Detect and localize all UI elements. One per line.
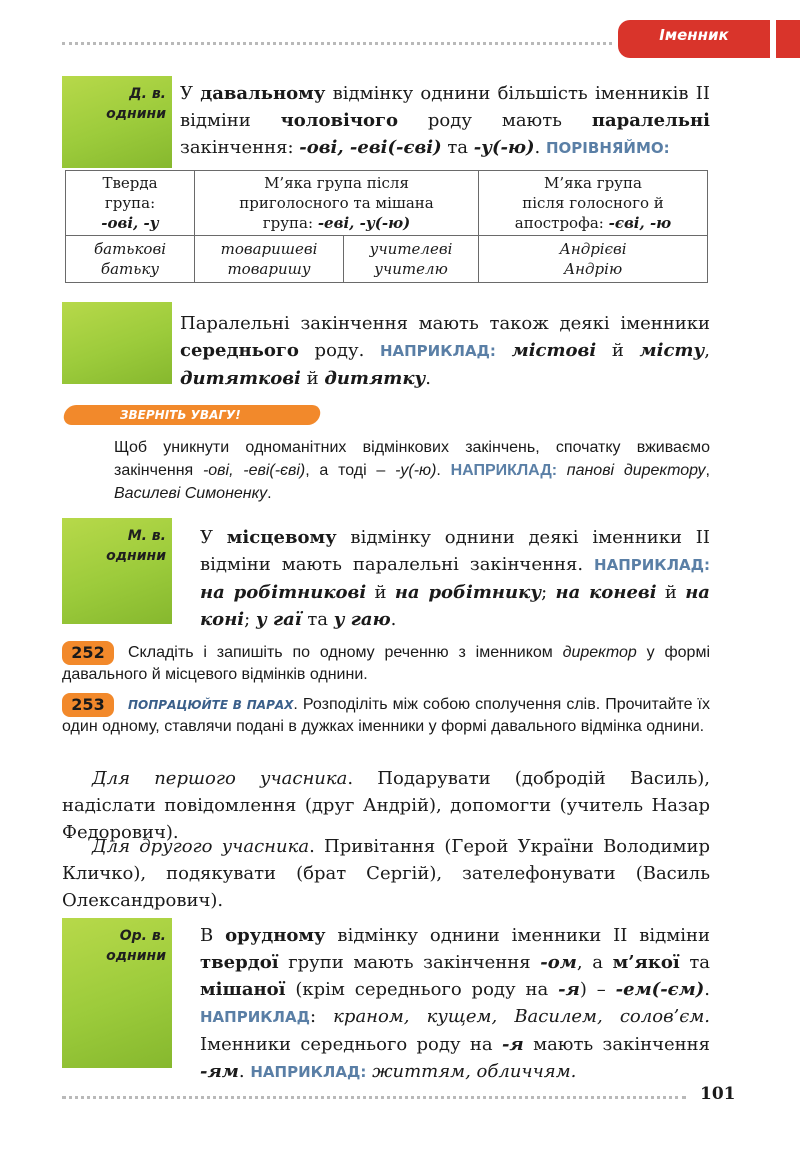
locative-label: М. в. однини <box>106 528 166 564</box>
note-banner-label: ЗВЕРНІТЬ УВАГУ! <box>120 408 241 422</box>
instrumental-label: Ор. в. однини <box>106 928 166 964</box>
footer-dotted-rule <box>62 1096 686 1099</box>
dative-label: Д. в. однини <box>106 86 166 122</box>
page-number: 101 <box>700 1084 736 1104</box>
exercise-252-number: 252 <box>62 641 114 665</box>
exercise-253-text: ПОПРАЦЮЙТЕ В ПАРАХ. Розподіліть між собою сполучення слів. Прочитайте їх один одному, ставлячи подані в дужках іменники у формі давального відмінка однини. <box>62 696 710 735</box>
pair-work-tag: ПОПРАЦЮЙТЕ В ПАРАХ <box>128 698 294 712</box>
locative-label-box <box>62 518 172 624</box>
exercise-252-text: Складіть і запишіть по одному реченню з іменником директор у формі давального й місцевого відмінків однини. <box>62 644 710 683</box>
table-header-soft-mixed: М’яка група після приголосного та мішана група: -еві, -у(-ю) <box>195 171 479 236</box>
table-cell: учителеві учителю <box>344 236 479 283</box>
header-dotted-rule <box>62 42 612 45</box>
instrumental-label-box <box>62 918 172 1068</box>
table-cell: батькові батьку <box>66 236 195 283</box>
table-cell: товаришеві товаришу <box>195 236 344 283</box>
table-cell: Андрієві Андрію <box>479 236 708 283</box>
table-header-vowel: М’яка група після голосного й апострофа: -єві, -ю <box>479 171 708 236</box>
endings-table <box>65 170 708 283</box>
exercise-253-part1: Для першого учасника. Подарувати (добродій Василь), надіслати повідомлення (друг Андрій), допомогти (учитель Назар Федорович). <box>62 768 710 843</box>
neuter-rule-text: Паралельні закінчення мають також деякі іменники середнього роду. НАПРИКЛАД: містові й місту, дитяткові й дитятку. <box>180 313 710 389</box>
header-strip <box>776 20 800 58</box>
exercise-253-part2: Для другого учасника. Привітання (Герой України Володимир Кличко), подякувати (брат Сергій), зателефонувати (Василь Олександрович). <box>62 836 711 911</box>
locative-rule-text: У місцевому відмінку однини деякі іменники II відміни мають паралельні закінчення. НАПРИКЛАД: на робітникові й на робітнику; на коневі й на коні; у гаї та у гаю. <box>200 527 710 630</box>
section-tab-label: Іменник <box>659 26 729 44</box>
exercise-253-number: 253 <box>62 693 114 717</box>
note-text: Щоб уникнути одноманітних відмінкових закінчень, спочатку вживаємо закінчення -ові, -еві(-єві), а тоді – -у(-ю). НАПРИКЛАД: панові директору, Василеві Симоненку. <box>114 439 710 502</box>
table-header-hard: Тверда група: -ові, -у <box>66 171 195 236</box>
dative-rule-text: У давальному відмінку однини більшість іменників II відміни чоловічого роду мають паралельні закінчення: -ові, -еві(-єві) та -у(-ю). ПОРІВНЯЙМО: <box>180 83 710 158</box>
instrumental-rule-text: В орудному відмінку однини іменники II відміни твердої групи мають закінчення -ом, а м’якої та мішаної (крім середнього роду на -я) – -ем(-єм). НАПРИКЛАД: краном, кущем, Василем, солов’єм. Іменники середнього роду на -я мають закінчення -ям. НАПРИКЛАД: життям, обличчям. <box>200 925 711 1082</box>
section-tab <box>618 20 770 58</box>
dative-label-box <box>62 76 172 168</box>
compare-keyword: ПОРІВНЯЙМО: <box>546 139 670 157</box>
neuter-label-box <box>62 302 172 384</box>
